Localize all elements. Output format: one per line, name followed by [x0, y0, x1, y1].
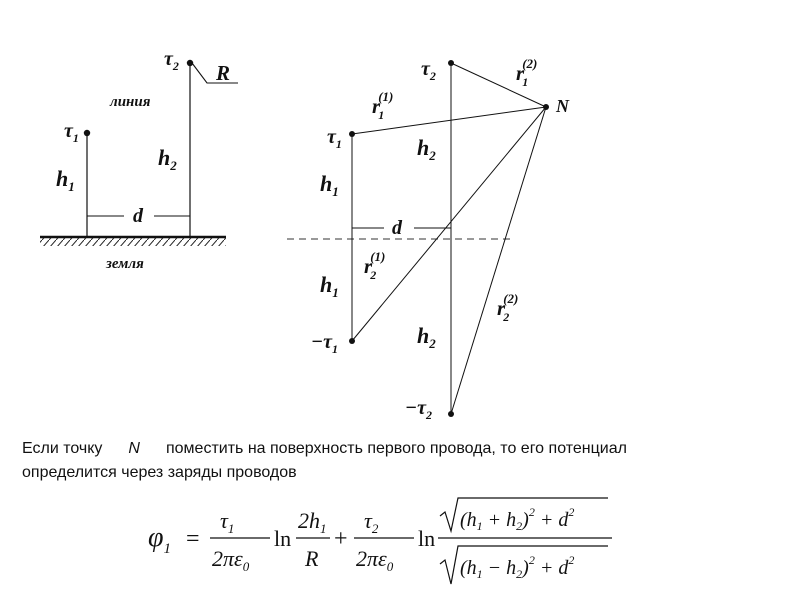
- neg-tau2-label: $-\tau_2$: [405, 397, 432, 422]
- potential-formula: [148, 496, 618, 592]
- radius-leader: [192, 63, 238, 83]
- left-tau1-label: $\tau_1$: [64, 120, 79, 145]
- r1-1-label: r1(1): [372, 89, 394, 122]
- frac1-numerator: $\tau_1$: [220, 508, 235, 536]
- sqrt-top-content: $(h_1 + h_2)^2 + d^2$: [460, 505, 575, 533]
- wire1-dot: [84, 130, 90, 136]
- equals-sign: =: [186, 526, 200, 552]
- point-N-inline: N: [128, 440, 140, 457]
- phi-symbol: $\varphi_1$: [148, 522, 171, 557]
- description-text: [22, 437, 782, 485]
- description-line-2: определится через заряды проводов: [22, 464, 297, 481]
- right-diagram: [287, 56, 570, 422]
- frac3-numerator: $\tau_2$: [364, 508, 379, 536]
- left-tau2-label: $\tau_2$: [164, 48, 179, 73]
- left-diagram: [40, 48, 238, 272]
- ln-2: ln: [418, 526, 436, 551]
- point-N-label: N: [556, 96, 569, 116]
- left-h1-label: $h_1$: [56, 166, 75, 194]
- right-tau2-label: $\tau_2$: [421, 58, 436, 83]
- line-caption: линия: [110, 94, 151, 110]
- r2-1-label: r2(1): [364, 249, 386, 282]
- ground-caption: земля: [106, 256, 144, 272]
- description-line-1: Если точку N поместить на поверхность первого провода, то его потенциал: [22, 440, 627, 457]
- left-h2-label: $h_2$: [158, 145, 177, 173]
- frac1-denominator: $2\pi\varepsilon_0$: [212, 546, 250, 574]
- right-tau1-label: $\tau_1$: [327, 126, 342, 151]
- left-R-label: R: [216, 61, 231, 85]
- right-h2-bottom-label: $h_2$: [417, 323, 436, 351]
- right-h2-top-label: $h_2$: [417, 135, 436, 163]
- image1-dot: [349, 338, 355, 344]
- right-h1-bottom-label: $h_1$: [320, 272, 339, 300]
- right-wire1-dot: [349, 131, 355, 137]
- ground-hatch: [40, 237, 226, 246]
- right-wire2-dot: [448, 60, 454, 66]
- frac2-numerator: $2h_1$: [298, 508, 327, 536]
- image2-dot: [448, 411, 454, 417]
- sqrt-bottom-content: $(h_1 - h_2)^2 + d^2$: [460, 553, 575, 581]
- r1-2-label: r1(2): [516, 56, 538, 89]
- r2-2-label: r2(2): [497, 291, 519, 324]
- right-d-label: d: [392, 217, 402, 239]
- frac2-denominator: R: [305, 546, 319, 571]
- plus-sign: +: [334, 526, 348, 552]
- point-N-dot: [543, 104, 549, 110]
- r2-2-line: [451, 107, 546, 414]
- left-d-label: d: [133, 205, 143, 227]
- right-h1-top-label: $h_1$: [320, 171, 339, 199]
- neg-tau1-label: $-\tau_1$: [311, 331, 338, 356]
- frac3-denominator: $2\pi\varepsilon_0$: [356, 546, 394, 574]
- ln-1: ln: [274, 526, 292, 551]
